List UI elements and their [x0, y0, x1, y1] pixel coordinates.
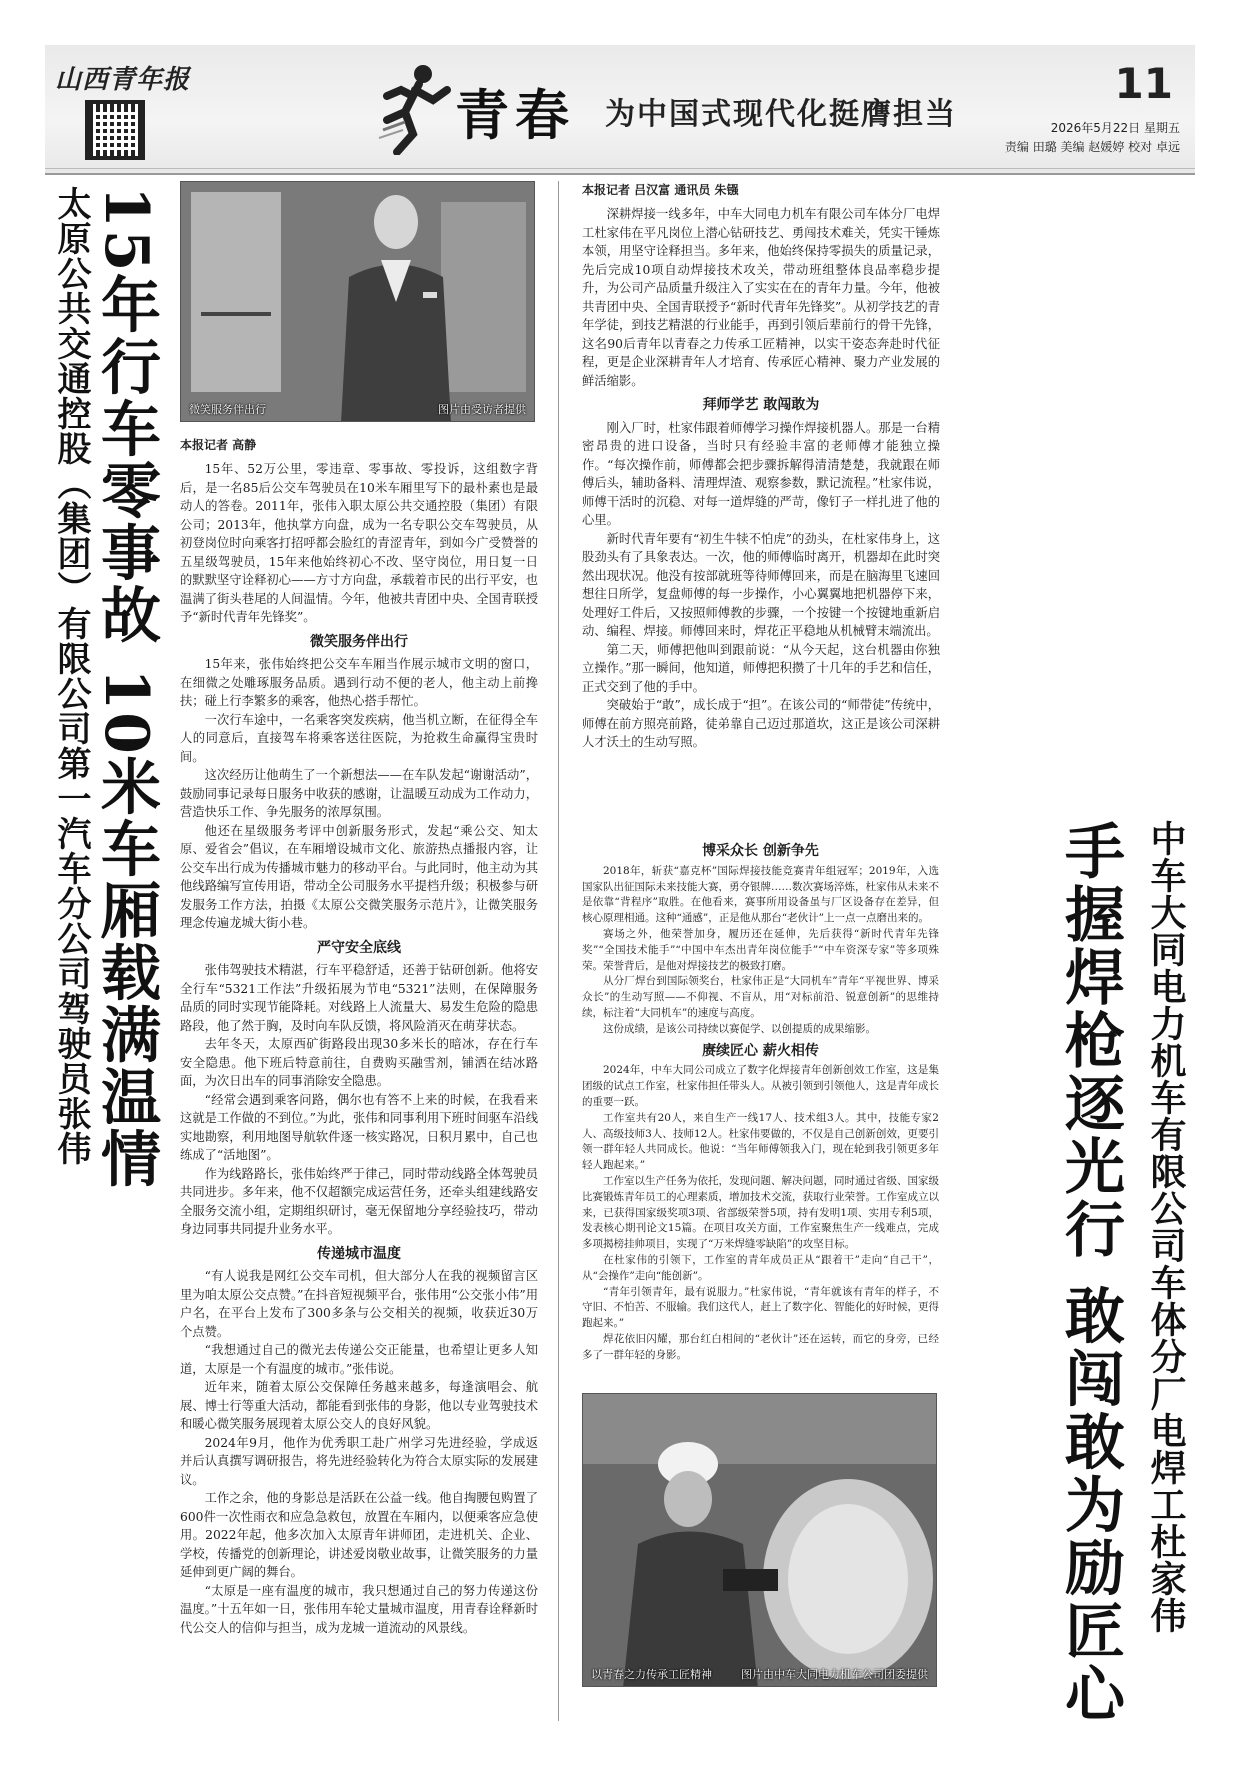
slogan-text: 为中国式现代化挺膺担当 — [605, 97, 957, 132]
article1-photo — [180, 181, 535, 422]
photo2-credit: 图片由中车大同电力机车公司团委提供 — [741, 1668, 928, 1681]
article2-subtitle: 中车大同电力机车有限公司车体分厂电焊工杜家伟 — [1145, 820, 1187, 1634]
runner-icon — [375, 60, 455, 155]
photo2-caption: 以青春之力传承工匠精神 — [591, 1668, 712, 1681]
paragraph: 第二天，师傅把他叫到跟前说：“从今天起，这台机器由你独立操作。”那一瞬间，他知道，师傅把积攒了十几年的手艺和信任，正式交到了他的手中。 — [582, 642, 940, 694]
paragraph: 15年来，张伟始终把公交车车厢当作展示城市文明的窗口，在细微之处雕琢服务品质。遇到行动不便的老人，他主动上前搀扶；碰上行李繁多的乘客，他热心搭手帮忙。 — [180, 657, 538, 708]
issue-date: 2026年5月22日 星期五 — [1050, 121, 1180, 135]
qr-code-icon — [85, 100, 145, 160]
article1-body — [180, 460, 538, 1637]
article2-section1-heading: 拜师学艺 敢闯敢为 — [702, 397, 820, 413]
paragraph: 近年来，随着太原公交保障任务越来越多，每逢演唱会、航展、博士行等重大活动，都能看到张伟的身影，他以专业驾驶技术和暖心微笑服务展现着太原公交人的良好风貌。 — [180, 1380, 538, 1431]
paragraph: 这份成绩，是该公司持续以赛促学、以创提质的成果缩影。 — [603, 1022, 876, 1035]
paragraph: “我想通过自己的微光去传递公交正能量，也希望让更多人知道，太原是一个有温度的城市。”张伟说。 — [180, 1343, 538, 1376]
page-header — [45, 45, 1195, 175]
article2-byline: 本报记者 吕汉富 通讯员 朱镪 — [582, 183, 739, 197]
column-divider — [558, 181, 559, 1721]
article1-title: 15年行车零事故 10米车厢载满温情 — [91, 186, 161, 1190]
paragraph: “有人说我是网红公交车司机，但大部分人在我的视频留言区里为咱太原公交点赞。”在抖音短视频平台，张伟用“公交张小伟”用户名，在平台上发布了300多条与公交相关的视频，收获近30万个点赞。 — [180, 1269, 538, 1339]
article2-section3-heading: 赓续匠心 薪火相传 — [702, 1042, 819, 1059]
photo1-caption: 微笑服务伴出行 — [189, 403, 266, 416]
bus-driver-photo-icon — [181, 182, 535, 422]
paragraph: 作为线路路长，张伟始终严于律己，同时带动线路全体驾驶员共同进步。多年来，他不仅超额完成运营任务，还牵头组建线路安全服务交流小组，定期组织研讨，毫无保留地分享经验技巧，带动身边同事共同提升业务水平。 — [180, 1166, 538, 1236]
paragraph: 赛场之外，他荣誉加身，履历还在延伸，先后获得“新时代青年先锋奖”“全国技术能手”“中国中车杰出青年岗位能手”“中车资深专家”等多项殊荣。荣誉背后，是他对焊接技艺的极致打磨。 — [582, 927, 939, 972]
article2-body-top — [582, 205, 940, 752]
article2-title: 手握焊枪逐光行 敢闯敢为励匠心 — [1055, 820, 1125, 1726]
photo1-credit: 图片由受访者提供 — [438, 403, 526, 416]
article1-section2-heading: 严守安全底线 — [317, 939, 401, 956]
article2-body-bottom — [582, 838, 939, 1364]
paragraph: “太原是一座有温度的城市，我只想通过自己的努力传递这份温度。”十五年如一日，张伟用车轮丈量城市温度，用青春诠释新时代公交人的信仰与担当，成为龙城一道流动的风景线。 — [180, 1583, 538, 1635]
article2-photo — [582, 1393, 937, 1687]
article2-intro: 深耕焊接一线多年，中车大同电力机车有限公司车体分厂电焊工杜家伟在平凡岗位上潜心钻研技艺、勇闯技术难关，凭实干锤炼本领，用坚守诠释担当。多年来，他始终保持零损失的质量记录，先后完成10项自动焊接技术攻关，带动班组整体良品率稳步提升，为公司产品质量升级注入了实实在在的青年力量。今年，他被共青团中央、全国青联授予“新时代青年先锋奖”。从初学技艺的青年学徒，到技艺精湛的行业能手，再到引领后辈前行的骨干先锋，这名90后青年以青春之力传承工匠精神，以实干姿态奔赴时代征程，更是企业深耕青年人才培育、传承匠心精神、聚力产业发展的鲜活缩影。 — [582, 207, 940, 388]
paragraph: 张伟驾驶技术精湛，行车平稳舒适，还善于钻研创新。他将安全行车“5321工作法”升级拓展为节电“5321”法则，在保障服务品质的同时实现节能降耗。对线路上人流量大、易发生危险的隐患路段，他了然于胸，及时向车队反馈，将风险消灭在萌芽状态。 — [180, 963, 538, 1033]
page-number: 11 — [1114, 59, 1173, 108]
paragraph: “青年引领青年，最有说服力。”杜家伟说，“青年就该有青年的样子，不守旧、不怕苦、不服输。我们这代人，赶上了数字化、智能化的好时候，更得跑起来。” — [582, 1285, 939, 1330]
newspaper-logo: 山西青年报 — [55, 65, 191, 95]
editor-credits: 责编 田璐 美编 赵媛婷 校对 卓远 — [1004, 140, 1180, 154]
article1-intro: 15年、52万公里，零违章、零事故、零投诉，这组数字背后，是一名85后公交车驾驶员在10米车厢里写下的最朴素也是最动人的答卷。2011年，张伟入职太原公共交通控股（集团）有限公司；2013年，他执掌方向盘，成为一名专职公交车驾驶员，从初登岗位时向乘客打招呼都会脸红的青涩青年，到如今广受赞誉的五星级驾驶员，15年来他始终初心不改、坚守岗位，用日复一日的默默坚守诠释初心——方寸方向盘，承载着市民的出行平安，也温满了街头巷尾的人间温情。今年，他被共青团中央、全国青联授予“新时代青年先锋奖”。 — [180, 462, 538, 624]
article1-section3-heading: 传递城市温度 — [317, 1245, 401, 1262]
paragraph: 突破始于“敢”，成长成于“担”。在该公司的“师带徒”传统中，师傅在前方照亮前路，徒弟靠自己迈过那道坎，这正是该公司深耕人才沃土的生动写照。 — [582, 698, 940, 749]
paragraph: 在杜家伟的引领下，工作室的青年成员正从“跟着干”走向“自己干”，从“会操作”走向“能创新”。 — [582, 1253, 939, 1282]
article1-byline: 本报记者 高静 — [180, 438, 257, 452]
welder-photo-icon — [583, 1394, 937, 1687]
paragraph: 工作之余，他的身影总是活跃在公益一线。他自掏腰包购置了600件一次性雨衣和应急急救包，放置在车厢内，以便乘客应急使用。2022年起，他多次加入太原青年讲师团，走进机关、企业、学校，传播党的创新理论，讲述爱岗敬业故事，让微笑服务的力量延伸到更广阔的舞台。 — [180, 1491, 538, 1579]
slogan-youth: 青春 — [455, 83, 575, 147]
paragraph: 这次经历让他萌生了一个新想法——在车队发起“谢谢活动”，鼓励同事记录每日服务中收获的感谢，让温暖互动成为工作动力，营造快乐工作、争先服务的浓厚氛围。 — [180, 768, 538, 819]
paragraph: 2024年，中车大同公司成立了数字化焊接青年创新创效工作室，这是集团级的试点工作室，杜家伟担任带头人。从被引领到引领他人，这是青年成长的重要一跃。 — [582, 1064, 939, 1108]
paragraph: 焊花依旧闪耀，那台红白相间的“老伙计”还在运转，而它的身旁，已经多了一群年轻的身影。 — [582, 1332, 939, 1361]
paragraph: 2024年9月，他作为优秀职工赴广州学习先进经验，学成返并后认真撰写调研报告，将先进经验转化为符合太原实际的发展建议。 — [180, 1435, 538, 1487]
article1-subtitle: 太原公共交通控股（集团）有限公司第一汽车分公司驾驶员张伟 — [51, 186, 91, 1166]
paragraph: 新时代青年要有“初生牛犊不怕虎”的劲头，在杜家伟身上，这股劲头有了具象表达。一次，他的师傅临时离开，机器却在此时突然出现状况。他没有按部就班等待师傅回来，而是在脑海里飞速回想往日所学，复盘师傅的每一步操作，小心翼翼地把机器停下来，处理好工件后，又按照师傅教的步骤，一个按键一个按键地重新启动、编程、焊接。师傅回来时，焊花正平稳地从机械臂末端流出。 — [582, 531, 940, 638]
paragraph: 2018年，斩获“嘉克杯”国际焊接技能竞赛青年组冠军；2019年，入选国家队出征国际未来技能大赛，勇夺银牌……数次赛场淬炼，杜家伟从未来不是依靠“背程序”取胜。在他看来，赛事所用设备虽与厂区设备存在差异，但核心原理相通。这种“通感”，正是他从那台“老伙计”上一点一点磨出来的。 — [582, 864, 939, 925]
paragraph: 从分厂焊台到国际领奖台，杜家伟正是“大同机车”青年“平视世界、博采众长”的生动写照——不仰视、不盲从，用“对标前沿、锐意创新”的思维持续，标注着“大同机车”的速度与高度。 — [582, 975, 939, 1019]
paragraph: 一次行车途中，一名乘客突发疾病，他当机立断，在征得全车人的同意后，直接驾车将乘客送往医院，为抢救生命赢得宝贵时间。 — [180, 712, 538, 764]
article2-section2-heading: 博采众长 创新争先 — [702, 843, 819, 859]
article1-section1-heading: 微笑服务伴出行 — [310, 633, 408, 650]
paragraph: “经常会遇到乘客问路，偶尔也有答不上来的时候，在我看来这就是工作做的不到位。”为此，张伟和同事利用下班时间驱车沿线实地勘察，利用地图导航软件逐一核实路况，日积月累中，自己也练成了“活地图”。 — [180, 1092, 538, 1162]
paragraph: 工作室以生产任务为依托，发现问题、解决问题，同时通过省级、国家级比赛锻炼青年员工的心理素质，增加技术交流，获取行业荣誉。工作室成立以来，已获得国家级奖项3项、省部级荣誉5项，持有发明1项、实用专利5项，发表核心期刊论文15篇。在项目攻关方面，工作室聚焦生产一线难点，完成多项揭榜挂帅项目，实现了“万米焊缝零缺陷”的攻坚目标。 — [582, 1174, 939, 1251]
paragraph: 工作室共有20人，来自生产一线17人、技术组3人。其中，技能专家2人、高级技师3人、技师12人。杜家伟要做的，不仅是自己创新创效，更要引领一群年轻人共同成长。他说：“当年师傅领我入门，现在轮到我引领更多年轻人跑起来。” — [582, 1111, 939, 1172]
paragraph: 去年冬天，太原西矿街路段出现30多米长的暗冰，存在行车安全隐患。他下班后特意前往，自费购买融雪剂，铺洒在结冰路面，为次日出车的同事消除安全隐患。 — [180, 1037, 538, 1088]
paragraph: 刚入厂时，杜家伟跟着师傅学习操作焊接机器人。那是一台精密昂贵的进口设备，当时只有经验丰富的老师傅才能独立操作。“每次操作前，师傅都会把步骤拆解得清清楚楚，我就跟在师傅后头，辅助备料、清理焊渣、观察参数，默记流程。”杜家伟说，师傅干活时的沉稳、对每一道焊缝的严苛，像钉子一样扎进了他的心里。 — [582, 420, 940, 527]
paragraph: 他还在星级服务考评中创新服务形式，发起“乘公交、知太原、爱省会”倡议，在车厢增设城市文化、旅游热点播报内容，让公交车出行成为传播城市魅力的移动平台。与此同时，他主动为其他线路编写宣传用语，带动全公司服务水平提档升级；积极参与研发服务工作方法，拍摄《太原公交微笑服务示范片》，让微笑服务理念传遍龙城大街小巷。 — [180, 823, 538, 930]
